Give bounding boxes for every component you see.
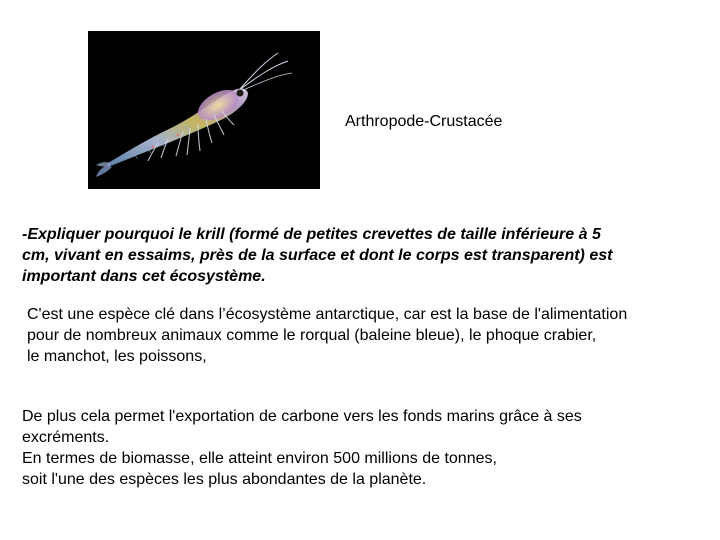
krill-photo	[88, 31, 320, 189]
answer-line: soit l'une des espèces les plus abondantes de la planète.	[22, 471, 427, 488]
answer-paragraph-1	[27, 304, 717, 367]
answer-paragraph-2	[22, 406, 712, 490]
answer-line: le manchot, les poissons,	[27, 348, 207, 365]
question-line: cm, vivant en essaims, près de la surface et dont le corps est transparent) est	[22, 247, 613, 264]
answer-line: De plus cela permet l'exportation de carbone vers les fonds marins grâce à ses	[22, 408, 582, 425]
answer-line: En termes de biomasse, elle atteint environ 500 millions de tonnes,	[22, 450, 497, 467]
answer-line: excréments.	[22, 429, 110, 446]
question-line: -Expliquer pourquoi le krill (formé de petites crevettes de taille inférieure à 5	[22, 226, 601, 243]
answer-line: C'est une espèce clé dans l’écosystème antarctique, car est la base de l'alimentation	[27, 306, 628, 323]
question-line: important dans cet écosystème.	[22, 268, 266, 285]
image-caption: Arthropode-Crustacée	[345, 113, 503, 130]
question-text	[22, 224, 698, 287]
answer-line: pour de nombreux animaux comme le rorqual (baleine bleue), le phoque crabier,	[27, 327, 597, 344]
